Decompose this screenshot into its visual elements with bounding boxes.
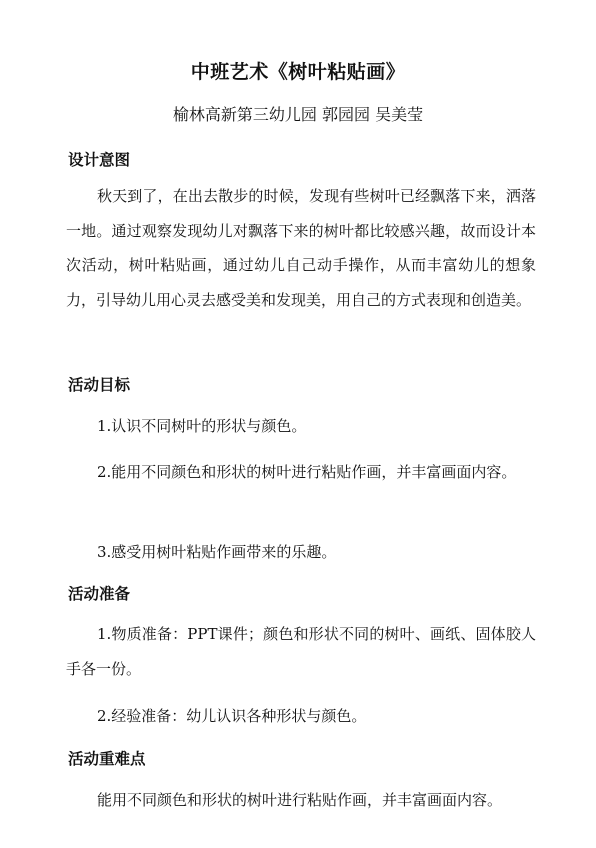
goal-item-1: 1.认识不同树叶的形状与颜色。 bbox=[97, 417, 307, 435]
section-heading-design-intent: 设计意图 bbox=[68, 151, 131, 169]
section-heading-goals: 活动目标 bbox=[68, 376, 131, 394]
goal-item-2: 2.能用不同颜色和形状的树叶进行粘贴作画，并丰富画面内容。 bbox=[97, 463, 517, 481]
preparation-item-1: 1.物质准备：PPT课件；颜色和形状不同的树叶、画纸、固体胶人手各一份。 bbox=[66, 625, 536, 678]
section-heading-preparation: 活动准备 bbox=[68, 585, 131, 603]
design-intent-paragraph: 秋天到了，在出去散步的时候，发现有些树叶已经飘落下来，洒落一地。通过观察发现幼儿对飘落下来的树叶都比较感兴趣，故而设计本次活动，树叶粘贴画，通过幼儿自己动手操作，从而丰富幼儿的想象力，引导幼儿用心灵去感受美和发现美，用自己的方式表现和创造美。 bbox=[66, 187, 536, 309]
section-heading-key-points: 活动重难点 bbox=[68, 750, 146, 768]
document-title: 中班艺术《树叶粘贴画》 bbox=[190, 61, 406, 83]
key-points-paragraph: 能用不同颜色和形状的树叶进行粘贴作画，并丰富画面内容。 bbox=[97, 791, 503, 809]
preparation-item-2: 2.经验准备：幼儿认识各种形状与颜色。 bbox=[97, 707, 367, 725]
document-author: 榆林高新第三幼儿园 郭园园 吴美莹 bbox=[172, 105, 424, 124]
goal-item-3: 3.感受用树叶粘贴作画带来的乐趣。 bbox=[97, 543, 337, 561]
